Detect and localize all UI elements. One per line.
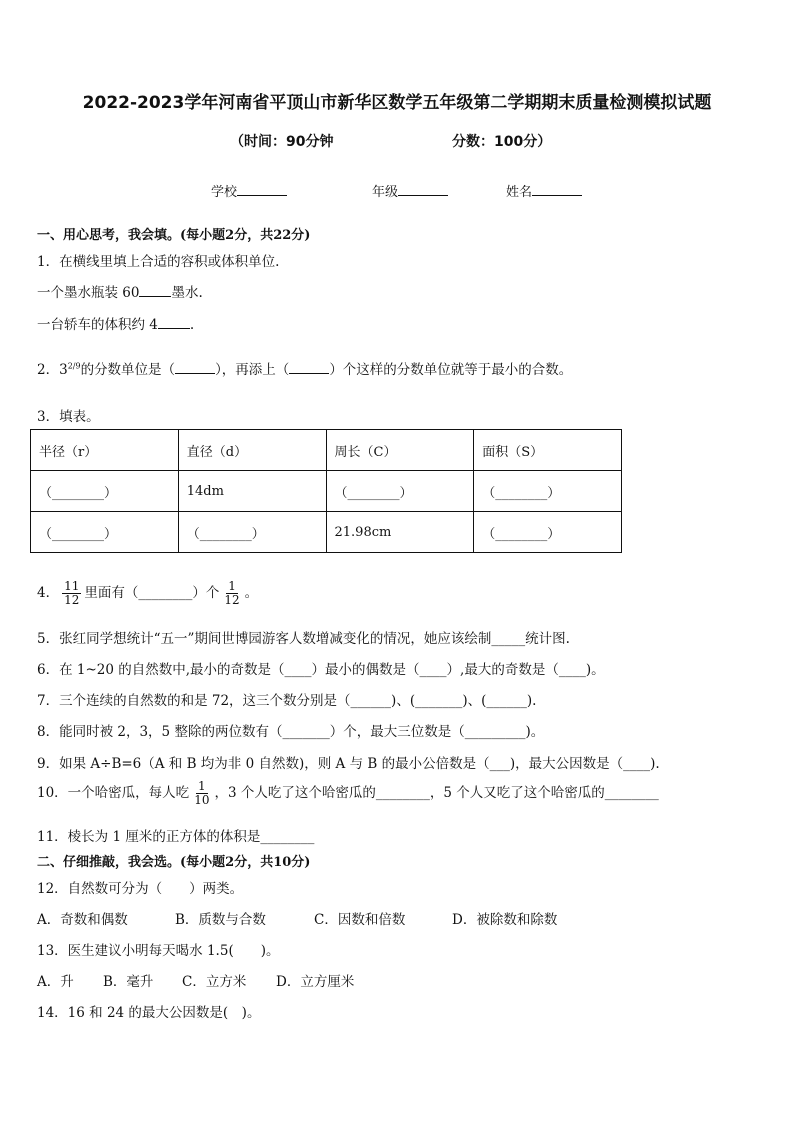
grade-field xyxy=(372,181,448,200)
exam-score: 分数：100分） xyxy=(452,134,552,150)
table-cell: （________） xyxy=(474,471,622,512)
school-label: 学校 xyxy=(211,185,238,200)
name-field xyxy=(506,181,582,200)
fill-table xyxy=(30,429,622,553)
q12-option-d: D．被除数和除数 xyxy=(452,912,558,928)
question-13-stem: 13．医生建议小明每天喝水 1.5( )。 xyxy=(37,943,280,959)
q4-middle: 里面有（________）个 xyxy=(84,585,220,601)
q12-option-c: C．因数和倍数 xyxy=(314,912,406,928)
q2-blank-2 xyxy=(289,361,329,374)
fraction-1-12 xyxy=(222,580,241,607)
q1a-blank xyxy=(139,284,171,297)
table-cell: 14dm xyxy=(178,471,326,512)
q1a-prefix: 一个墨水瓶装 60 xyxy=(37,285,140,301)
exam-time: （时间：90分钟 xyxy=(230,134,334,150)
question-4 xyxy=(37,580,258,607)
table-cell: （________） xyxy=(326,471,474,512)
question-9: 9．如果 A÷B=6（A 和 B 均为非 0 自然数)，则 A 与 B 的最小公倍数是（___)，最大公因数是（____). xyxy=(37,756,660,772)
section-2-heading: 二、仔细推敲，我会选。(每小题2分，共10分) xyxy=(37,855,311,870)
table-header-cell: 周长（C） xyxy=(326,430,474,471)
section-1-heading: 一、用心思考，我会填。(每小题2分，共22分) xyxy=(37,228,311,243)
q2-mid2: ），再添上（ xyxy=(215,362,290,378)
fraction-11-12 xyxy=(62,580,81,607)
q1b-prefix: 一台轿车的体积约 4 xyxy=(37,317,158,333)
table-row xyxy=(31,471,622,512)
q13-option-a: A．升 xyxy=(37,974,74,990)
q2-prefix: 2．3 xyxy=(37,362,68,378)
q2-blank-1 xyxy=(175,361,215,374)
q2-suffix: ）个这样的分数单位就等于最小的合数。 xyxy=(329,362,573,378)
question-1-stem: 1．在横线里填上合适的容积或体积单位. xyxy=(37,254,280,270)
question-8: 8．能同时被 2，3，5 整除的两位数有（_______）个，最大三位数是（_________)。 xyxy=(37,724,545,740)
question-11: 11．棱长为 1 厘米的正方体的体积是________ xyxy=(37,829,315,845)
q2-mid1: 的分数单位是（ xyxy=(80,362,176,378)
question-12-stem: 12．自然数可分为（ ）两类。 xyxy=(37,881,244,897)
question-1b xyxy=(37,313,194,333)
q13-option-c: C．立方米 xyxy=(182,974,247,990)
q12-option-a: A．奇数和偶数 xyxy=(37,912,128,928)
table-header-cell: 直径（d） xyxy=(178,430,326,471)
table-cell: （________） xyxy=(31,471,179,512)
table-cell: （________） xyxy=(474,512,622,553)
table-header-cell: 半径（r） xyxy=(31,430,179,471)
fraction-denominator: 12 xyxy=(64,593,80,607)
q1b-suffix: . xyxy=(189,317,195,333)
question-5: 5．张红同学想统计“五一”期间世博园游客人数增减变化的情况，她应该绘制_____统计图. xyxy=(37,631,570,647)
fraction-numerator: 1 xyxy=(228,579,236,593)
q10-prefix: 10．一个哈密瓜，每人吃 xyxy=(37,785,190,801)
fraction-1-10 xyxy=(192,780,211,807)
question-6: 6．在 1~20 的自然数中,最小的奇数是（____）最小的偶数是（____）,最大的奇数是（____)。 xyxy=(37,662,605,678)
table-cell: （________） xyxy=(31,512,179,553)
page-title: 2022-2023学年河南省平顶山市新华区数学五年级第二学期期末质量检测模拟试题 xyxy=(82,93,712,113)
question-10 xyxy=(37,780,659,807)
q1b-blank xyxy=(158,316,190,329)
q12-option-b: B．质数与合数 xyxy=(175,912,266,928)
table-cell: 21.98cm xyxy=(326,512,474,553)
table-row xyxy=(31,512,622,553)
fraction-denominator: 12 xyxy=(224,593,240,607)
name-blank xyxy=(532,183,582,196)
school-field xyxy=(211,181,287,200)
school-blank xyxy=(237,183,287,196)
q2-mixed-fraction: 2/9 xyxy=(67,361,81,371)
fraction-denominator: 10 xyxy=(194,793,210,807)
question-3-stem: 3．填表。 xyxy=(37,409,100,425)
q1a-suffix: 墨水. xyxy=(171,285,203,301)
q4-suffix: 。 xyxy=(244,585,259,601)
fraction-numerator: 11 xyxy=(64,579,80,593)
grade-blank xyxy=(398,183,448,196)
q4-prefix: 4． xyxy=(37,585,60,601)
fraction-numerator: 1 xyxy=(198,779,206,793)
q13-option-b: B．毫升 xyxy=(103,974,154,990)
table-cell: （________） xyxy=(178,512,326,553)
grade-label: 年级 xyxy=(372,185,399,200)
question-2 xyxy=(37,358,572,378)
question-14: 14．16 和 24 的最大公因数是( )。 xyxy=(37,1005,261,1021)
table-header-cell: 面积（S） xyxy=(474,430,622,471)
name-label: 姓名 xyxy=(506,185,533,200)
table-header-row xyxy=(31,430,622,471)
q10-suffix: ，3 个人吃了这个哈密瓜的________，5 个人又吃了这个哈密瓜的________ xyxy=(214,785,659,801)
question-1a xyxy=(37,281,203,301)
question-7: 7．三个连续的自然数的和是 72，这三个数分别是（______)、(_______)、(______). xyxy=(37,693,537,709)
q13-option-d: D．立方厘米 xyxy=(276,974,355,990)
